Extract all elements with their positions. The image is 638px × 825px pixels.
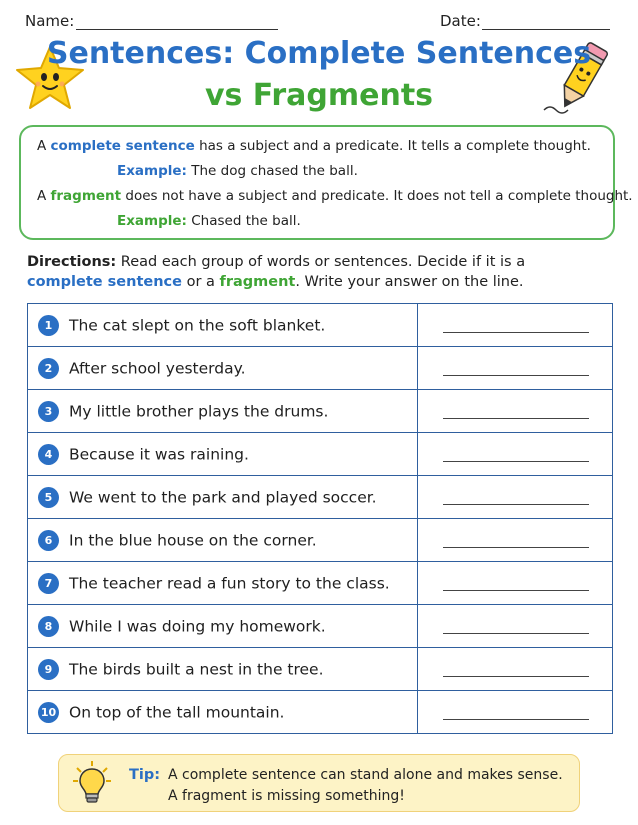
answer-line[interactable] [443,332,589,333]
answer-line[interactable] [443,719,589,720]
answer-line[interactable] [443,590,589,591]
table-row [28,691,613,734]
question-number: 4 [38,444,59,465]
table-row [28,347,613,390]
question-number: 2 [38,358,59,379]
answer-line[interactable] [443,418,589,419]
date-label: Date: [440,12,481,30]
fragment-term: fragment [50,188,122,204]
name-label: Name: [25,12,75,30]
table-row [28,605,613,648]
date-line[interactable] [482,29,610,30]
fragment-example: Example: Chased the ball. [117,213,301,229]
table-row [28,562,613,605]
question-number: 9 [38,659,59,680]
answer-line[interactable] [443,375,589,376]
question-text: While I was doing my homework. [69,617,326,635]
page-title-line1: Sentences: Complete Sentences [46,36,592,71]
question-text: On top of the tall mountain. [69,703,285,721]
directions: Directions: Read each group of words or sentences. Decide if it is a complete sentence or a fragment. Write your answer on the line. [27,254,526,290]
questions-table [27,303,613,734]
question-text: We went to the park and played soccer. [69,488,377,506]
question-text: In the blue house on the corner. [69,531,317,549]
answer-line[interactable] [443,461,589,462]
question-text: Because it was raining. [69,445,249,463]
tip-line2: A fragment is missing something! [168,788,405,804]
complete-definition: A complete sentence has a subject and a predicate. It tells a complete thought. [37,138,591,154]
answer-line[interactable] [443,633,589,634]
answer-line[interactable] [443,676,589,677]
lightbulb-icon [72,760,112,806]
question-number: 8 [38,616,59,637]
table-row [28,519,613,562]
answer-line[interactable] [443,547,589,548]
question-number: 3 [38,401,59,422]
question-text: The cat slept on the soft blanket. [69,316,326,334]
question-number: 1 [38,315,59,336]
table-row [28,648,613,691]
table-row [28,390,613,433]
question-text: My little brother plays the drums. [69,402,329,420]
answer-line[interactable] [443,504,589,505]
table-row [28,476,613,519]
question-text: The birds built a nest in the tree. [69,660,324,678]
complete-example: Example: The dog chased the ball. [117,163,358,179]
complete-term: complete sentence [50,138,195,154]
fragment-definition: A fragment does not have a subject and predicate. It does not tell a complete thought. [37,188,633,204]
question-number: 10 [38,702,59,723]
question-text: The teacher read a fun story to the class. [69,574,390,592]
question-text: After school yesterday. [69,359,246,377]
tip-line1: A complete sentence can stand alone and makes sense. [168,767,563,783]
name-line[interactable] [76,29,278,30]
question-number: 5 [38,487,59,508]
table-row [28,304,613,347]
tip-label: Tip: [129,767,161,783]
question-number: 7 [38,573,59,594]
question-number: 6 [38,530,59,551]
table-row [28,433,613,476]
page-title-line2: vs Fragments [204,78,434,113]
